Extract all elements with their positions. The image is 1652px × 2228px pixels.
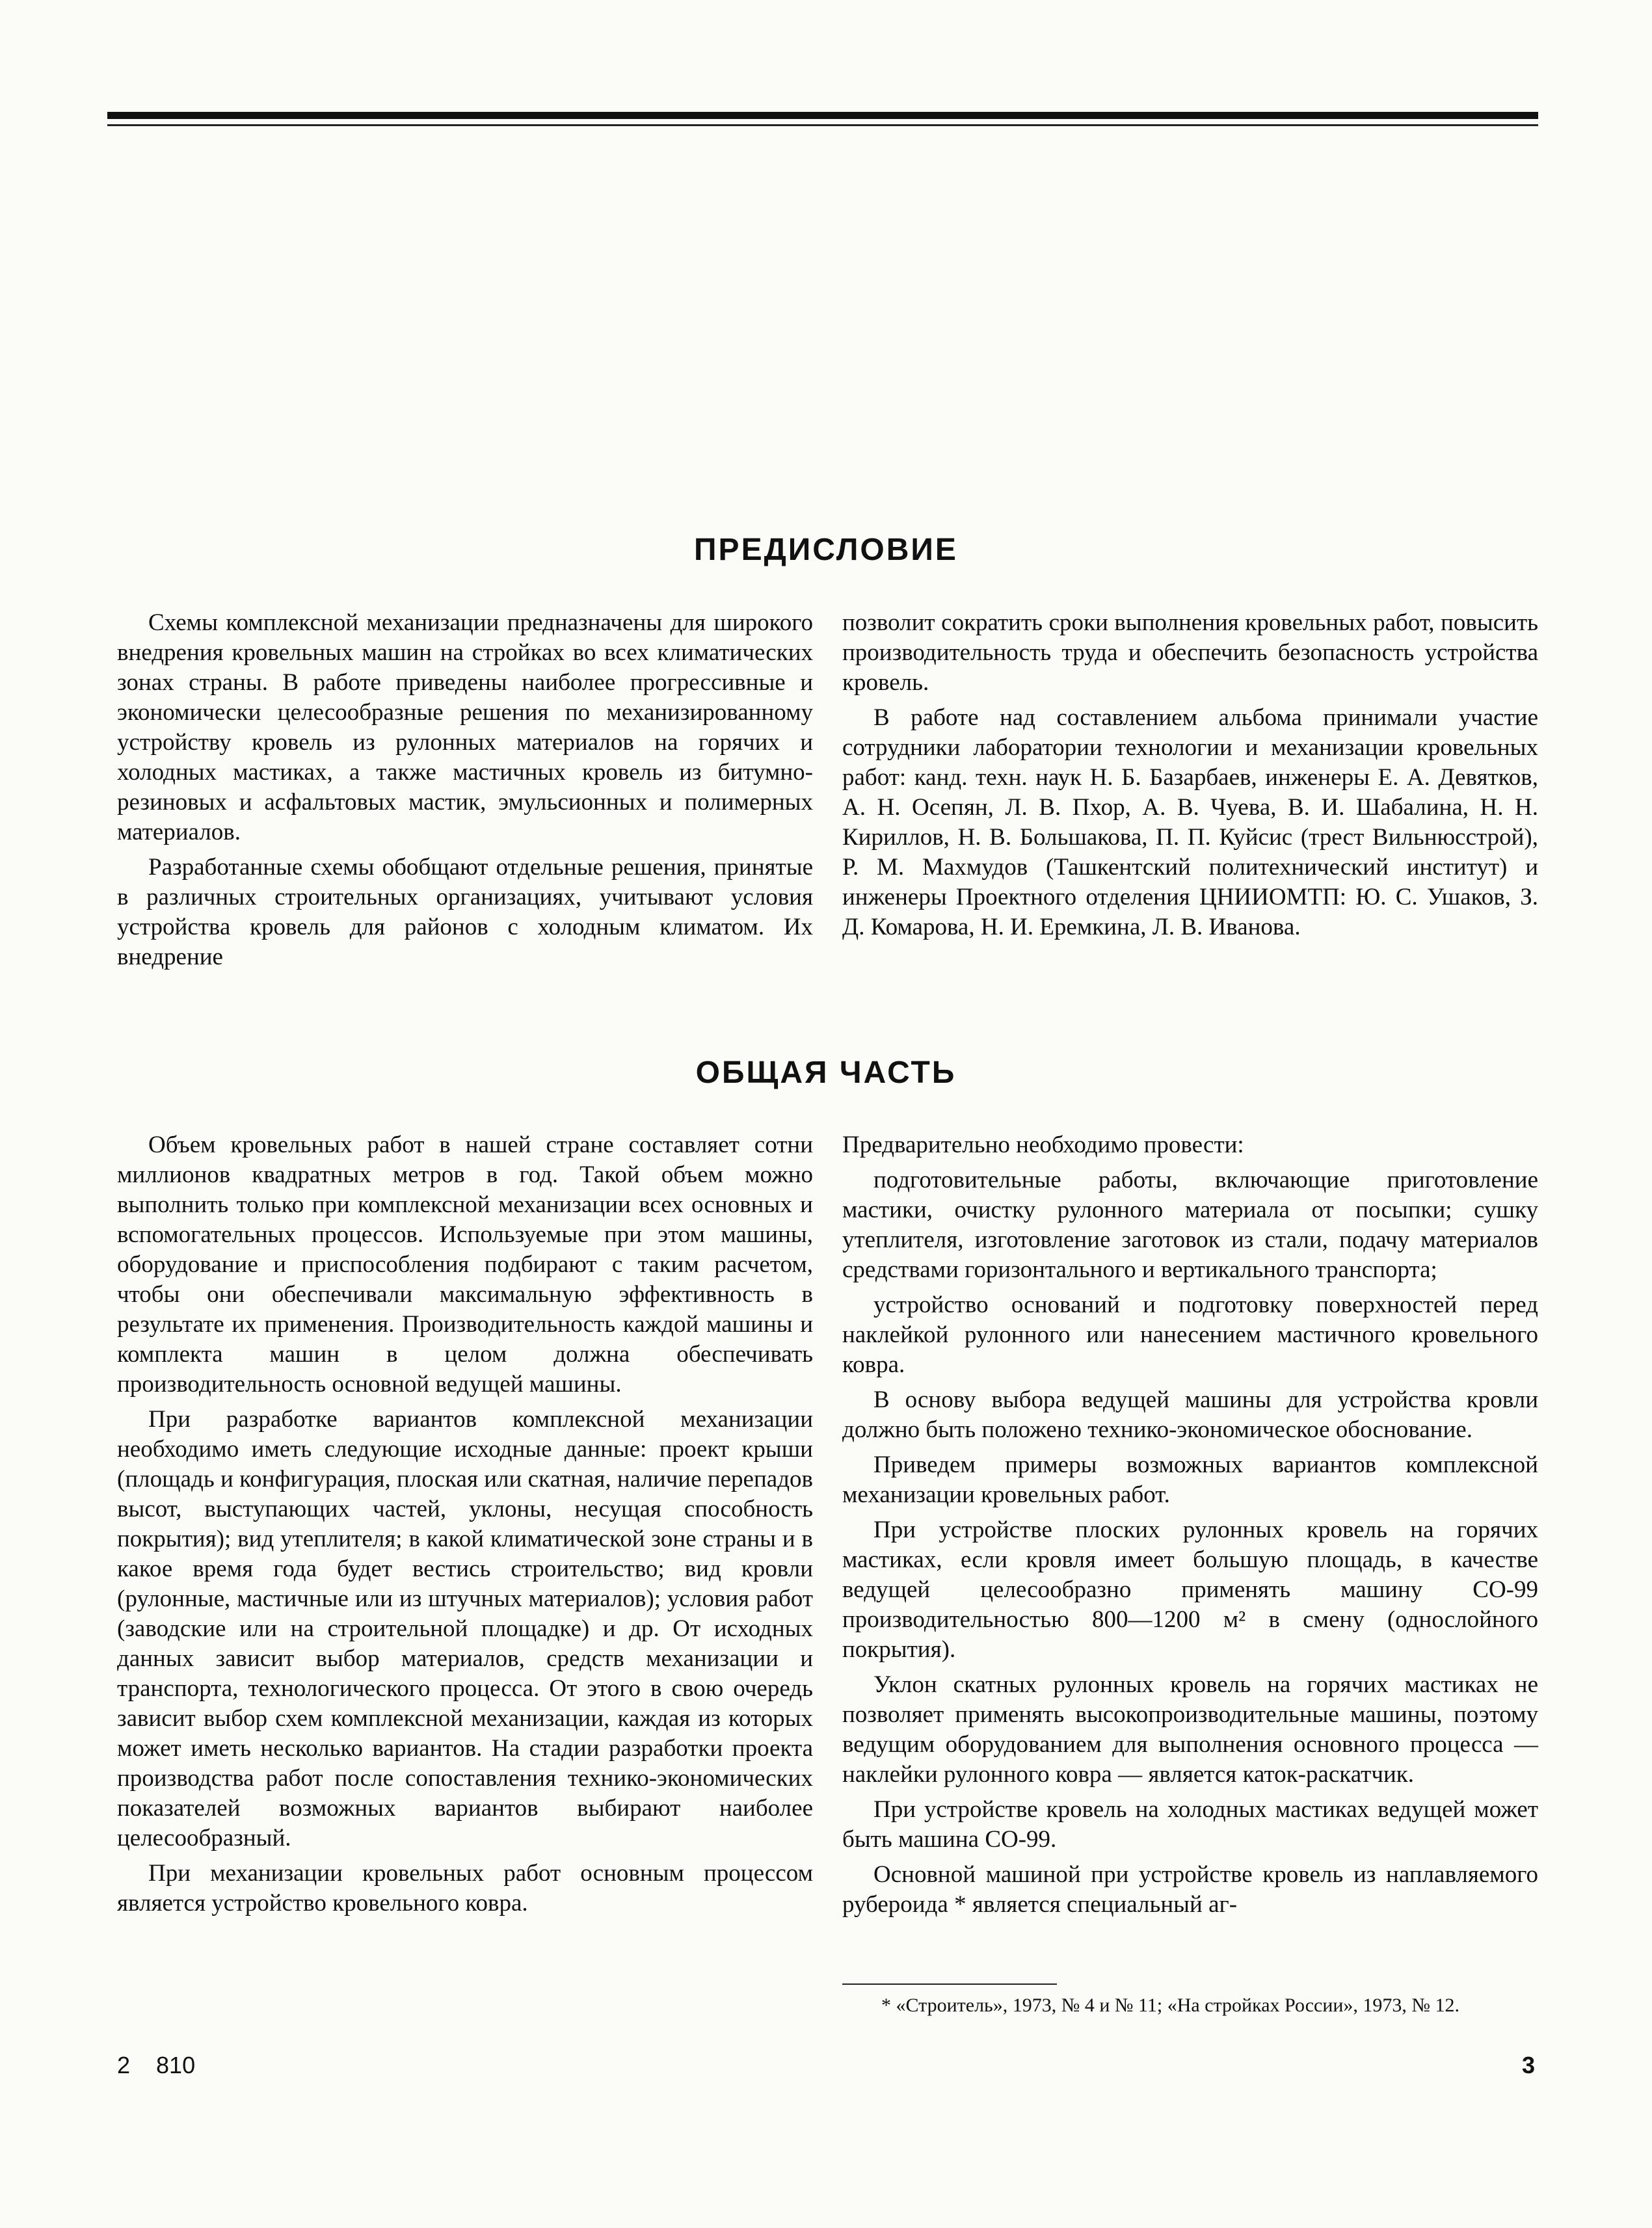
preface-right-column <box>842 608 1538 948</box>
header-rule-thick <box>107 112 1538 119</box>
paragraph: При механизации кровельных работ основным процессом является устройство кровельного ковра. <box>117 1860 813 1916</box>
paragraph: Схемы комплексной механизации предназначены для широкого внедрения кровельных машин на стройках во всех климатических зонах страны. В работе приведены наиболее прогрессивные и экономически целесообразные решения по механизированному устройству кровель из рулонных материалов на горячих и холодных мастиках, а также мастичных кровель из битумно-резиновых и асфальтовых мастик, эмульсионных и полимерных материалов. <box>117 609 813 845</box>
preface-heading: ПРЕДИСЛОВИЕ <box>694 533 958 567</box>
paragraph: Приведем примеры возможных вариантов комплексной механизации кровельных работ. <box>842 1452 1538 1508</box>
general-right-column <box>842 1130 1538 1925</box>
paragraph: При разработке вариантов комплексной механизации необходимо иметь следующие исходные данные: проект крыши (площадь и конфигурация, плоская или скатная, наличие перепадов высот, выступающих частей, уклоны, несущая способность покрытия); вид утеплителя; в какой климатической зоне страны и в какое время года будет вестись строительство; вид кровли (рулонные, мастичные или из штучных материалов); условия работ (заводские или на строительной площадке) и др. От исходных данных зависит выбор материалов, средств механизации и транспорта, технологического процесса. От этого в свою очередь зависит выбор схем комплексной механизации, каждая из которых может иметь несколько вариантов. На стадии разработки проекта производства работ после сопоставления технико-экономических показателей возможных вариантов выбирают наиболее целесообразный. <box>117 1406 813 1851</box>
paragraph: При устройстве кровель на холодных мастиках ведущей может быть машина СО-99. <box>842 1796 1538 1853</box>
paragraph: устройство оснований и подготовку поверхностей перед наклейкой рулонного или нанесением мастичного кровельного ковра. <box>842 1292 1538 1378</box>
paragraph: позволит сократить сроки выполнения кровельных работ, повысить производительность труда и обеспечить безопасность устройства кровель. <box>842 609 1538 696</box>
header-rule-thin <box>107 124 1538 126</box>
paragraph: Объем кровельных работ в нашей стране составляет сотни миллионов квадратных метров в год. Такой объем можно выполнить только при комплексной механизации всех основных и вспомогательных процессов. Используемые при этом машины, оборудование и приспособления подбирают с таким расчетом, чтобы они обеспечивали максимальную эффективность в результате их применения. Производительность каждой машины и комплекта машин в целом должна обеспечивать производительность основной ведущей машины. <box>117 1132 813 1398</box>
preface-left-column <box>117 608 813 977</box>
paragraph: Уклон скатных рулонных кровель на горячих мастиках не позволяет применять высокопроизводительные машины, поэтому ведущим оборудованием для выполнения основного процесса — наклейки рулонного ковра — является каток-раскатчик. <box>842 1671 1538 1788</box>
footnote: * «Строитель», 1973, № 4 и № 11; «На стройках России», 1973, № 12. <box>881 1995 1460 2016</box>
signature-mark: 2 810 <box>117 2052 196 2078</box>
paragraph: В основу выбора ведущей машины для устройства кровли должно быть положено технико-экономическое обоснование. <box>842 1386 1538 1443</box>
paragraph: Предварительно необходимо провести: <box>842 1132 1244 1158</box>
footnote-rule <box>842 1983 1057 1985</box>
general-heading: ОБЩАЯ ЧАСТЬ <box>695 1055 957 1090</box>
general-left-column <box>117 1130 813 1924</box>
paragraph: При устройстве плоских рулонных кровель на горячих мастиках, если кровля имеет большую площадь, в качестве ведущей целесообразно применять машину СО-99 производительностью 800—1200 м² в смену (однослойного покрытия). <box>842 1517 1538 1663</box>
page-number: 3 <box>1522 2052 1536 2078</box>
paragraph: В работе над составлением альбома принимали участие сотрудники лаборатории технологии и механизации кровельных работ: канд. техн. наук Н. Б. Базарбаев, инженеры Е. А. Девятков, А. Н. Осепян, Л. В. Пхор, А. В. Чуева, В. И. Шабалина, Н. Н. Кириллов, Н. В. Большакова, П. П. Куйсис (трест Вильнюсстрой), Р. М. Махмудов (Ташкентский политехнический институт) и инженеры Проектного отделения ЦНИИОМТП: Ю. С. Ушаков, З. Д. Комарова, Н. И. Еремкина, Л. В. Иванова. <box>842 704 1538 940</box>
paragraph: Разработанные схемы обобщают отдельные решения, принятые в различных строительных организациях, учитывают условия устройства кровель для районов с холодным климатом. Их внедрение <box>117 854 813 970</box>
paragraph: подготовительные работы, включающие приготовление мастики, очистку рулонного материала от посыпки; сушку утеплителя, изготовление заготовок из стали, подачу материалов средствами горизонтального и вертикального транспорта; <box>842 1167 1538 1283</box>
paragraph: Основной машиной при устройстве кровель из наплавляемого рубероида * является специальный аг- <box>842 1861 1538 1918</box>
